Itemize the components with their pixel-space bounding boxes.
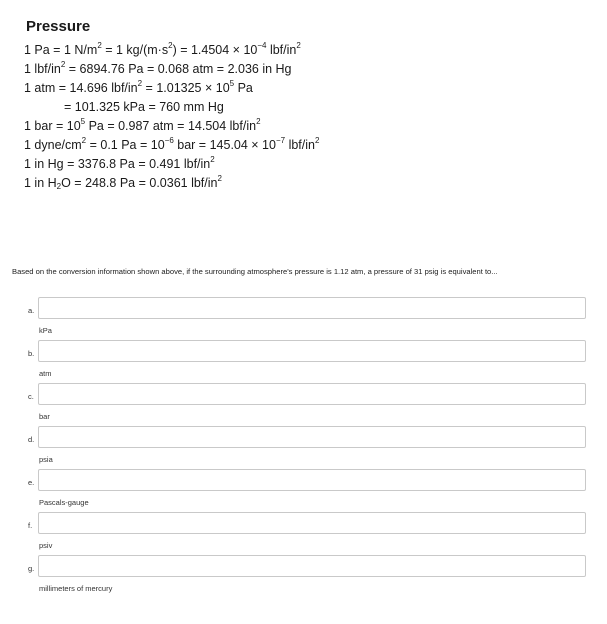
conversion-line-dyne: 1 dyne/$cm^2 = 0.1$ $Pa = 10^{-6}$ bar = $145.04 \times 10^{-7}$ lbf/$in^2$: [24, 136, 320, 152]
answer-b: [12, 339, 592, 382]
answer-letter: f.: [28, 521, 33, 530]
answer-unit: kPa: [39, 326, 52, 335]
answer-letter: a.: [28, 306, 35, 315]
conversion-line-pa: 1 Pa = 1 $N/m^2 = 1$ $kg/(m\cdot s^2) = 1.4504 \times 10^{-4}$ lbf/$in^2$: [24, 41, 301, 57]
conversion-line-inh2o: 1 in $H_2O = 248.8$ Pa = 0.0361 lbf/$in^2$: [24, 174, 222, 191]
answer-unit: bar: [39, 412, 50, 421]
conversion-title: Pressure: [26, 18, 91, 35]
answer-input-psia[interactable]: [38, 426, 586, 448]
question-text: Based on the conversion information shown above, if the surrounding atmosphere's pressure is 1.12 atm, a pressure of 31 psig is equivalent to...: [12, 267, 498, 276]
conversion-line-lbf: 1 lbf/$in^2 = 6894.76$ Pa = 0.068 atm = 2.036 in Hg: [24, 60, 292, 76]
answer-unit: psia: [39, 455, 53, 464]
answer-input-bar[interactable]: [38, 383, 586, 405]
answer-letter: b.: [28, 349, 35, 358]
answer-unit: Pascals-gauge: [39, 498, 89, 507]
answer-input-pascals-gauge[interactable]: [38, 469, 586, 491]
answer-input-mmhg[interactable]: [38, 555, 586, 577]
answer-input-atm[interactable]: [38, 340, 586, 362]
conversion-line-atm-cont: = 101.325 kPa = 760 mm Hg: [64, 100, 224, 114]
conversion-line-bar: 1 bar = $10^5$ Pa = 0.987 atm = 14.504 lbf/$in^2$: [24, 117, 261, 133]
answer-f: [12, 511, 592, 554]
answer-input-kpa[interactable]: [38, 297, 586, 319]
answer-letter: g.: [28, 564, 35, 573]
answer-letter: d.: [28, 435, 35, 444]
conversion-line-inhg: 1 in Hg = 3376.8 Pa = 0.491 lbf/$in^2$: [24, 155, 215, 171]
answer-list: [12, 296, 592, 597]
pressure-conversion-table: [24, 14, 584, 193]
answer-unit: psiv: [39, 541, 53, 550]
answer-c: [12, 382, 592, 425]
answer-g: [12, 554, 592, 597]
answer-input-psiv[interactable]: [38, 512, 586, 534]
answer-a: [12, 296, 592, 339]
answer-unit: millimeters of mercury: [39, 584, 113, 593]
answer-letter: e.: [28, 478, 35, 487]
answer-d: [12, 425, 592, 468]
answer-letter: c.: [28, 392, 34, 401]
answer-e: [12, 468, 592, 511]
answer-unit: atm: [39, 369, 52, 378]
conversion-line-atm: 1 atm = 14.696 lbf/$in^2 = 1.01325 \times 10^5$ Pa: [24, 79, 253, 95]
